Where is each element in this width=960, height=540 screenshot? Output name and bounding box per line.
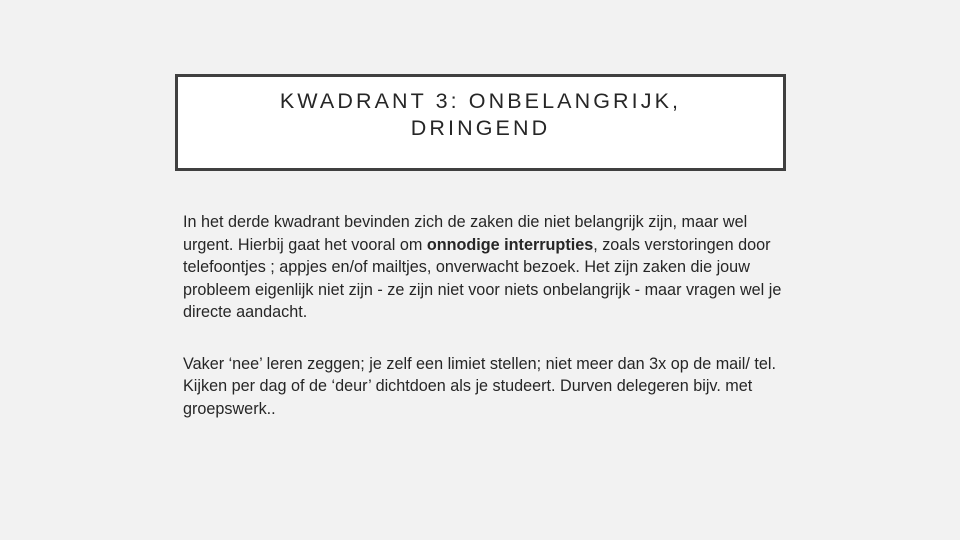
- slide-content: [183, 211, 788, 420]
- paragraph-1-text-end: , zoals verstoringen door telefoontjes ; appjes en/of mailtjes, onverwacht bezoek. Het zijn zaken die jouw probleem eigenlijk niet zijn - ze zijn niet voor niets onbelangrijk - maar vragen wel je directe aandacht.: [183, 235, 782, 321]
- slide-title-line-1: KWADRANT 3: ONBELANGRIJK,: [279, 89, 682, 113]
- slide-title-line-2: DRINGEND: [410, 116, 551, 140]
- paragraph-tips: Vaker ‘nee’ leren zeggen; je zelf een limiet stellen; niet meer dan 3x op de mail/ tel. Kijken per dag of de ‘deur’ dichtdoen als je studeert. Durven delegeren bijv. met groepswerk..: [183, 354, 776, 418]
- paragraph-1-text-start: In het derde kwadrant bevinden zich de zaken die niet belangrijk zijn, maar wel urgent. Hierbij gaat het vooral om: [183, 213, 748, 254]
- paragraph-quadrant-description: [183, 211, 788, 324]
- title-box: [175, 74, 786, 171]
- paragraph-1-bold-text: onnodige interrupties: [426, 235, 594, 254]
